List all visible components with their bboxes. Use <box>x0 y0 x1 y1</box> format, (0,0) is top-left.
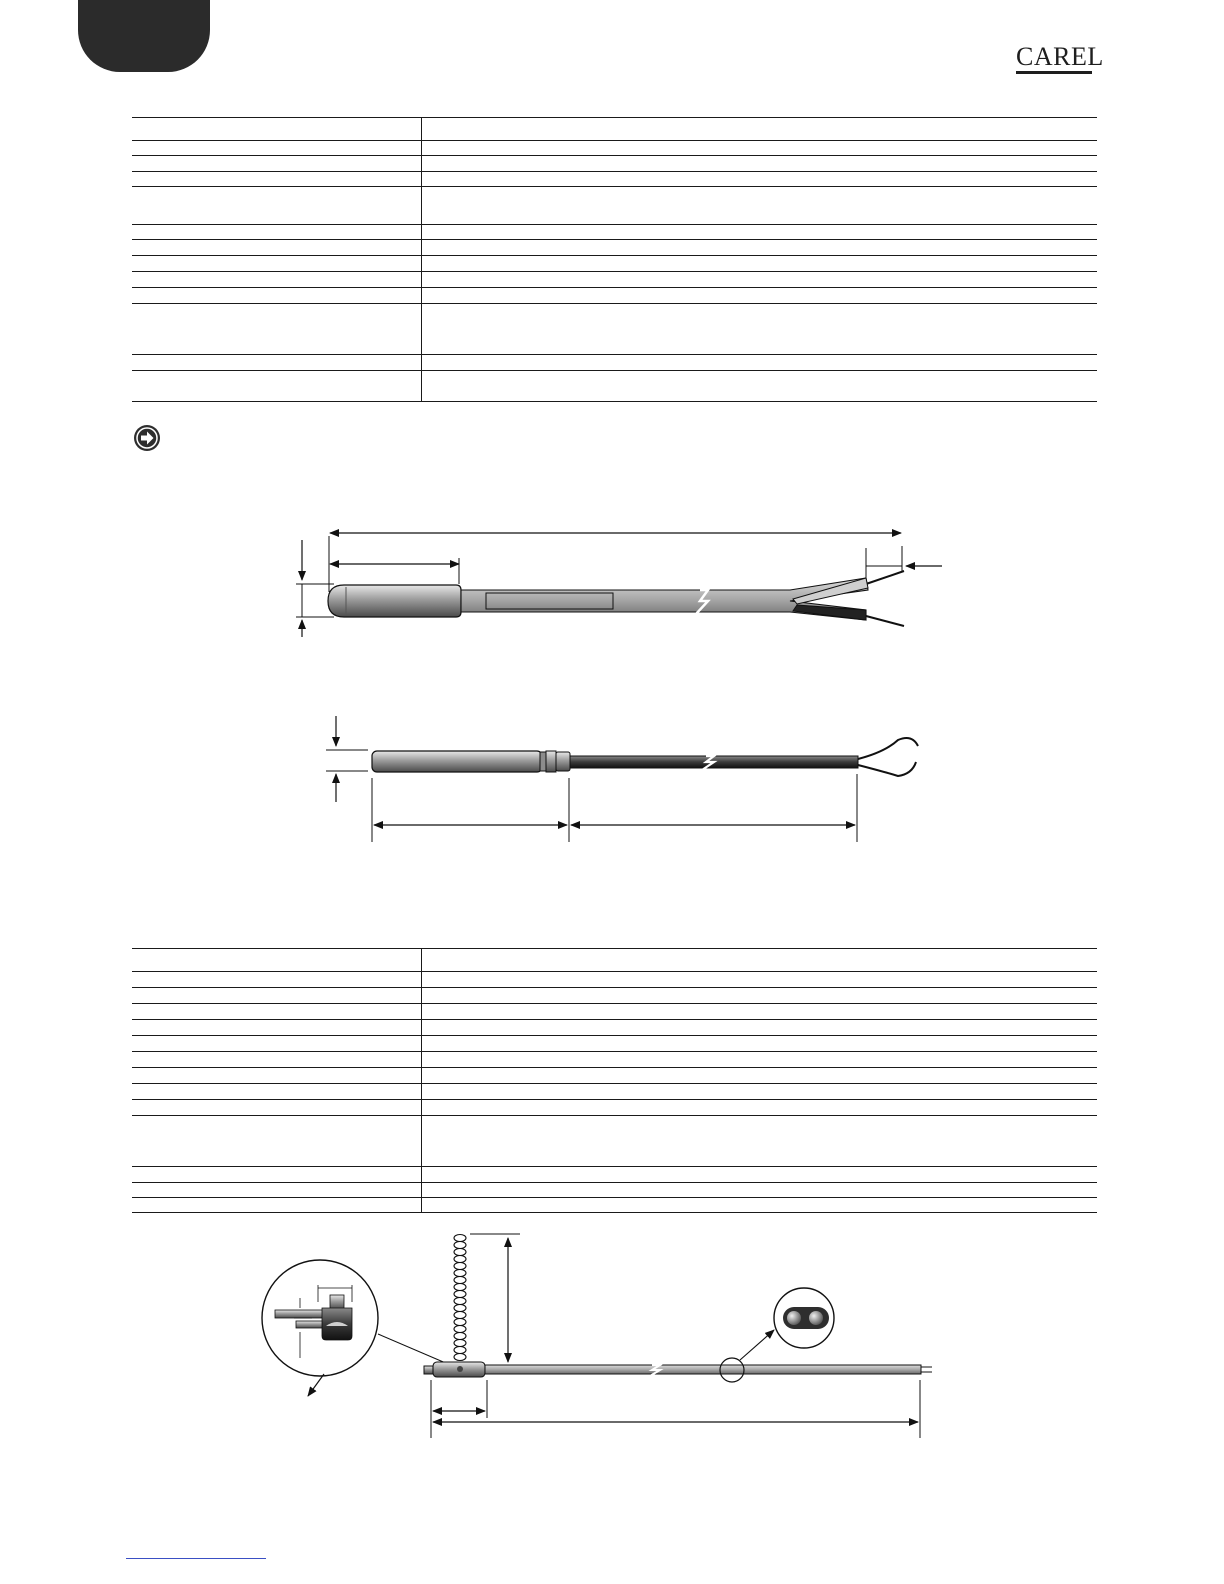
probe-cable <box>485 1365 921 1374</box>
probe-bulb <box>328 585 461 617</box>
logo-text: CAREL <box>1016 42 1104 71</box>
footer-link-underline <box>126 1558 266 1559</box>
pointer-arrow <box>308 1374 324 1396</box>
probe-drawing-2 <box>326 716 918 842</box>
probe-drawing-3 <box>262 1234 932 1438</box>
leader-line <box>378 1334 448 1364</box>
probe-drawing-1 <box>296 533 942 637</box>
coiled-cable <box>454 1235 466 1361</box>
probe-sleeve <box>372 751 542 772</box>
